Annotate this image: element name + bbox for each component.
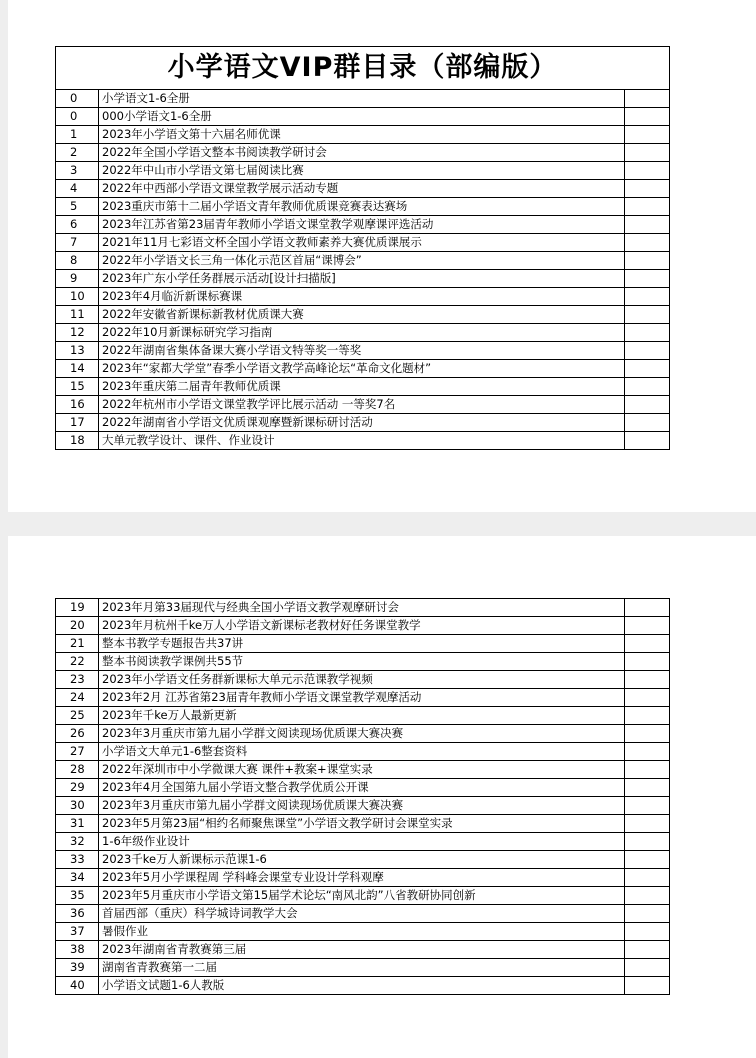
row-title: 2023年小学语文第十六届名师优课: [99, 126, 625, 144]
row-number: 27: [56, 743, 99, 761]
row-title: 2023年“家都大学堂”春季小学语文教学高峰论坛“革命文化题材”: [99, 360, 625, 378]
title-row: [56, 47, 670, 90]
row-title: 整本书阅读教学课例共55节: [99, 653, 625, 671]
row-title: 2023千ke万人新课标示范课1-6: [99, 851, 625, 869]
row-number: 18: [56, 432, 99, 450]
row-title: 2023年广东小学任务群展示活动[设计扫描版]: [99, 270, 625, 288]
row-number: 7: [56, 234, 99, 252]
row-number: 15: [56, 378, 99, 396]
row-extra-cell: [625, 743, 670, 761]
catalog-table-page-1: [55, 46, 670, 450]
row-extra-cell: [625, 108, 670, 126]
row-number: 11: [56, 306, 99, 324]
table-row: [56, 234, 670, 252]
row-title: 小学语文试题1-6人教版: [99, 977, 625, 995]
row-number: 39: [56, 959, 99, 977]
row-number: 25: [56, 707, 99, 725]
row-title: 2022年湖南省集体备课大赛小学语文特等奖一等奖: [99, 342, 625, 360]
row-number: 6: [56, 216, 99, 234]
row-extra-cell: [625, 761, 670, 779]
table-row: [56, 342, 670, 360]
row-extra-cell: [625, 653, 670, 671]
row-title: 2023年湖南省青教赛第三届: [99, 941, 625, 959]
row-number: 35: [56, 887, 99, 905]
row-number: 4: [56, 180, 99, 198]
row-number: 10: [56, 288, 99, 306]
row-extra-cell: [625, 959, 670, 977]
row-number: 24: [56, 689, 99, 707]
row-title: 2022年中西部小学语文课堂教学展示活动专题: [99, 180, 625, 198]
row-title: 2023年5月小学课程周 学科峰会课堂专业设计学科观摩: [99, 869, 625, 887]
row-title: 2023重庆市第十二届小学语文青年教师优质课竞赛表达赛场: [99, 198, 625, 216]
row-extra-cell: [625, 977, 670, 995]
table-row: [56, 270, 670, 288]
row-title: 2023年4月全国第九届小学语文整合教学优质公开课: [99, 779, 625, 797]
row-title: 2022年安徽省新课标新教材优质课大赛: [99, 306, 625, 324]
row-extra-cell: [625, 180, 670, 198]
row-title: 2022年中山市小学语文第七届阅读比赛: [99, 162, 625, 180]
row-number: 33: [56, 851, 99, 869]
row-number: 36: [56, 905, 99, 923]
row-number: 40: [56, 977, 99, 995]
row-number: 26: [56, 725, 99, 743]
table-row: [56, 162, 670, 180]
row-number: 0: [56, 108, 99, 126]
page-title: 小学语文VIP群目录（部编版）: [56, 47, 670, 90]
row-title: 2023年4月临沂新课标赛课: [99, 288, 625, 306]
row-extra-cell: [625, 851, 670, 869]
table-row: [56, 923, 670, 941]
row-extra-cell: [625, 198, 670, 216]
row-number: 12: [56, 324, 99, 342]
row-extra-cell: [625, 306, 670, 324]
table-row: [56, 432, 670, 450]
table-row: [56, 725, 670, 743]
row-number: 29: [56, 779, 99, 797]
table-row: [56, 671, 670, 689]
row-title: 小学语文1-6全册: [99, 90, 625, 108]
row-title: 暑假作业: [99, 923, 625, 941]
table-row: [56, 797, 670, 815]
row-title: 2023年江苏省第23届青年教师小学语文课堂教学观摩课评选活动: [99, 216, 625, 234]
row-title: 2023年3月重庆市第九届小学群文阅读现场优质课大赛决赛: [99, 725, 625, 743]
row-number: 19: [56, 599, 99, 617]
table-row: [56, 324, 670, 342]
catalog-table-page-2: [55, 598, 670, 995]
row-extra-cell: [625, 779, 670, 797]
table-row: [56, 815, 670, 833]
row-number: 30: [56, 797, 99, 815]
table-row: [56, 653, 670, 671]
row-title: 1-6年级作业设计: [99, 833, 625, 851]
row-number: 23: [56, 671, 99, 689]
row-number: 34: [56, 869, 99, 887]
table-row: [56, 599, 670, 617]
row-extra-cell: [625, 414, 670, 432]
row-title: 2023年3月重庆市第九届小学群文阅读现场优质课大赛决赛: [99, 797, 625, 815]
table-row: [56, 689, 670, 707]
row-number: 20: [56, 617, 99, 635]
row-title: 2022年杭州市小学语文课堂教学评比展示活动 一等奖7名: [99, 396, 625, 414]
row-title: 000小学语文1-6全册: [99, 108, 625, 126]
row-extra-cell: [625, 905, 670, 923]
table-row: [56, 887, 670, 905]
table-row: [56, 833, 670, 851]
row-number: 38: [56, 941, 99, 959]
row-title: 2023年千ke万人最新更新: [99, 707, 625, 725]
row-title: 2023年2月 江苏省第23届青年教师小学语文课堂教学观摩活动: [99, 689, 625, 707]
row-number: 5: [56, 198, 99, 216]
row-title: 2023年重庆第二届青年教师优质课: [99, 378, 625, 396]
row-number: 14: [56, 360, 99, 378]
row-extra-cell: [625, 162, 670, 180]
table-row: [56, 905, 670, 923]
row-number: 17: [56, 414, 99, 432]
row-extra-cell: [625, 887, 670, 905]
row-extra-cell: [625, 90, 670, 108]
table-row: [56, 635, 670, 653]
table-row: [56, 396, 670, 414]
row-title: 2022年10月新课标研究学习指南: [99, 324, 625, 342]
row-number: 3: [56, 162, 99, 180]
table-row: [56, 252, 670, 270]
row-extra-cell: [625, 707, 670, 725]
row-title: 2022年湖南省小学语文优质课观摩暨新课标研讨活动: [99, 414, 625, 432]
row-extra-cell: [625, 689, 670, 707]
table-row: [56, 378, 670, 396]
row-title: 湖南省青教赛第一二届: [99, 959, 625, 977]
row-title: 2023年月第33届现代与经典全国小学语文教学观摩研讨会: [99, 599, 625, 617]
row-title: 整本书教学专题报告共37讲: [99, 635, 625, 653]
row-number: 31: [56, 815, 99, 833]
table-row: [56, 108, 670, 126]
row-title: 2023年小学语文任务群新课标大单元示范课教学视频: [99, 671, 625, 689]
row-extra-cell: [625, 599, 670, 617]
table-row: [56, 180, 670, 198]
row-title: 2021年11月七彩语文杯全国小学语文教师素养大赛优质课展示: [99, 234, 625, 252]
row-extra-cell: [625, 252, 670, 270]
row-extra-cell: [625, 396, 670, 414]
table-row: [56, 959, 670, 977]
row-title: 小学语文大单元1-6整套资料: [99, 743, 625, 761]
row-extra-cell: [625, 815, 670, 833]
row-title: 大单元教学设计、课件、作业设计: [99, 432, 625, 450]
row-extra-cell: [625, 617, 670, 635]
table-row: [56, 707, 670, 725]
row-number: 37: [56, 923, 99, 941]
table-row: [56, 761, 670, 779]
row-number: 1: [56, 126, 99, 144]
row-extra-cell: [625, 342, 670, 360]
page-2: [8, 536, 756, 1058]
row-extra-cell: [625, 234, 670, 252]
row-number: 28: [56, 761, 99, 779]
row-number: 22: [56, 653, 99, 671]
row-extra-cell: [625, 360, 670, 378]
row-extra-cell: [625, 216, 670, 234]
row-extra-cell: [625, 126, 670, 144]
row-number: 13: [56, 342, 99, 360]
row-number: 16: [56, 396, 99, 414]
table-row: [56, 414, 670, 432]
table-row: [56, 869, 670, 887]
table-row: [56, 977, 670, 995]
row-extra-cell: [625, 725, 670, 743]
table-row: [56, 779, 670, 797]
row-number: 32: [56, 833, 99, 851]
row-title: 2023年月杭州千ke万人小学语文新课标老教材好任务课堂教学: [99, 617, 625, 635]
row-title: 2022年小学语文长三角一体化示范区首届“课博会”: [99, 252, 625, 270]
row-extra-cell: [625, 869, 670, 887]
table-row: [56, 360, 670, 378]
row-extra-cell: [625, 671, 670, 689]
table-row: [56, 941, 670, 959]
row-title: 2023年5月重庆市小学语文第15届学术论坛“南风北韵”八省教研协同创新: [99, 887, 625, 905]
table-row: [56, 90, 670, 108]
row-number: 9: [56, 270, 99, 288]
row-extra-cell: [625, 833, 670, 851]
row-extra-cell: [625, 635, 670, 653]
table-row: [56, 288, 670, 306]
table-row: [56, 851, 670, 869]
row-extra-cell: [625, 270, 670, 288]
row-number: 21: [56, 635, 99, 653]
table-row: [56, 198, 670, 216]
row-title: 2023年5月第23届“相约名师聚焦课堂”小学语文教学研讨会课堂实录: [99, 815, 625, 833]
row-extra-cell: [625, 432, 670, 450]
table-row: [56, 144, 670, 162]
table-row: [56, 617, 670, 635]
row-title: 2022年全国小学语文整本书阅读教学研讨会: [99, 144, 625, 162]
row-number: 8: [56, 252, 99, 270]
row-extra-cell: [625, 923, 670, 941]
row-extra-cell: [625, 144, 670, 162]
row-extra-cell: [625, 324, 670, 342]
page-1: [8, 0, 756, 512]
table-row: [56, 216, 670, 234]
row-number: 0: [56, 90, 99, 108]
row-extra-cell: [625, 941, 670, 959]
row-title: 2022年深圳市中小学微课大赛 课件+教案+课堂实录: [99, 761, 625, 779]
row-extra-cell: [625, 378, 670, 396]
row-extra-cell: [625, 288, 670, 306]
row-number: 2: [56, 144, 99, 162]
row-extra-cell: [625, 797, 670, 815]
table-row: [56, 126, 670, 144]
row-title: 首届西部（重庆）科学城诗词教学大会: [99, 905, 625, 923]
table-row: [56, 306, 670, 324]
table-row: [56, 743, 670, 761]
